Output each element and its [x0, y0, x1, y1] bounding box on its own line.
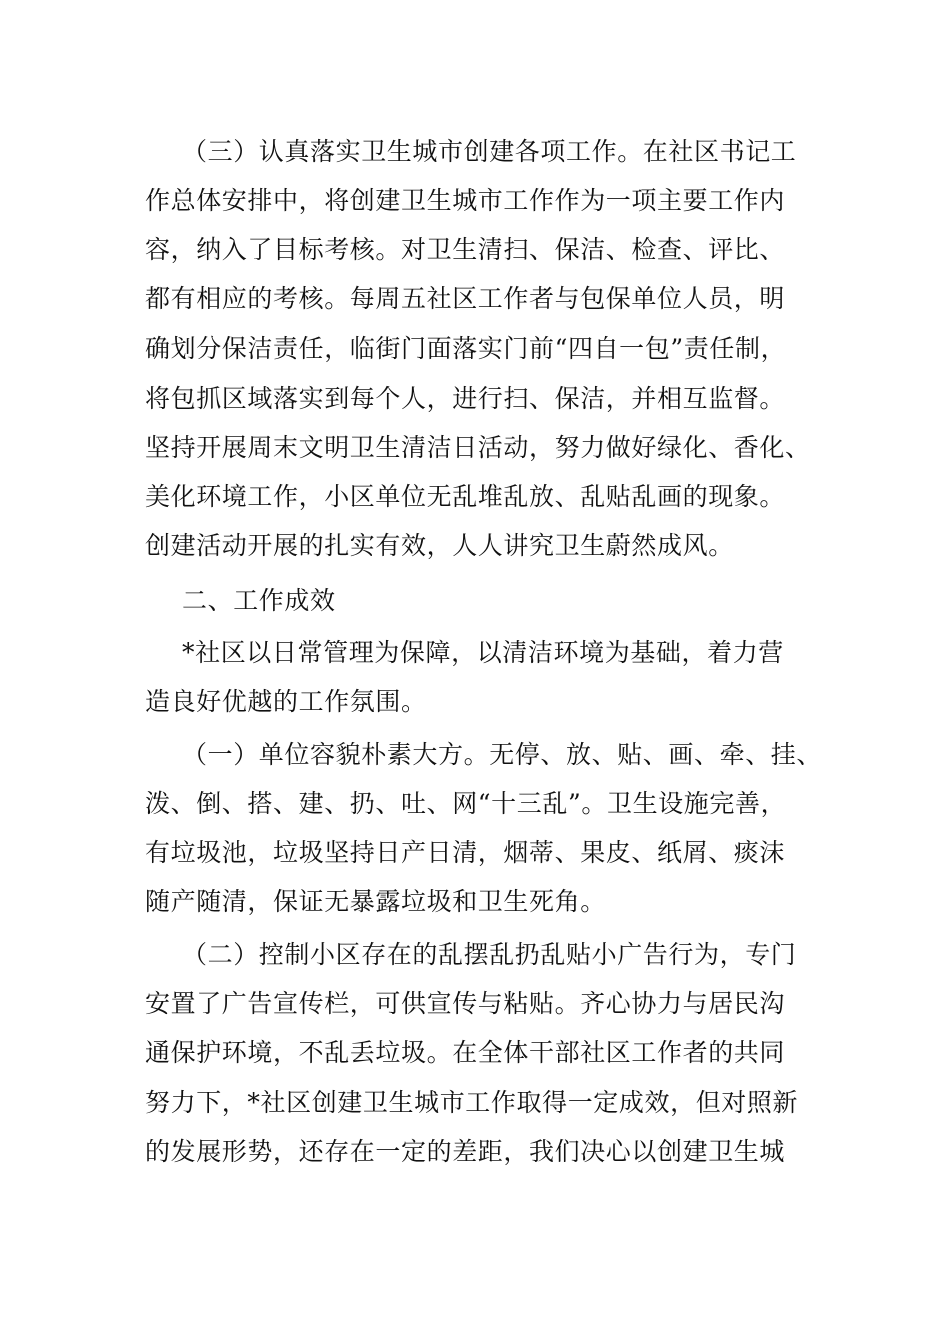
text-line: （一）单位容貌朴素大方。无停、放、贴、画、牵、挂、 — [182, 740, 823, 769]
section-heading: 二、工作成效 — [182, 586, 336, 615]
text-line: 安置了广告宣传栏，可供宣传与粘贴。齐心协力与居民沟 — [145, 989, 786, 1018]
text-line: 确划分保洁责任，临街门面落实门前“四自一包”责任制， — [145, 334, 787, 363]
text-line: 将包抓区域落实到每个人，进行扫、保洁，并相互监督。 — [145, 384, 786, 413]
text-line: 造良好优越的工作氛围。 — [145, 687, 427, 716]
text-line: 通保护环境，不乱丢垃圾。在全体干部社区工作者的共同 — [145, 1038, 786, 1067]
text-line: 美化环境工作，小区单位无乱堆乱放、乱贴乱画的现象。 — [145, 482, 786, 511]
text-line: 的发展形势，还存在一定的差距，我们决心以创建卫生城 — [145, 1137, 786, 1166]
text-line: 坚持开展周末文明卫生清洁日活动，努力做好绿化、香化、 — [145, 433, 811, 462]
text-line: （三）认真落实卫生城市创建各项工作。在社区书记工 — [182, 137, 797, 166]
text-line: *社区以日常管理为保障，以清洁环境为基础，着力营 — [182, 638, 784, 667]
text-line: 泼、倒、搭、建、扔、吐、网“十三乱”。卫生设施完善， — [145, 789, 787, 818]
text-line: 有垃圾池，垃圾坚持日产日清，烟蒂、果皮、纸屑、痰沫 — [145, 838, 786, 867]
text-line: 随产随清，保证无暴露垃圾和卫生死角。 — [145, 887, 606, 916]
text-line: 都有相应的考核。每周五社区工作者与包保单位人员，明 — [145, 284, 786, 313]
text-line: （二）控制小区存在的乱摆乱扔乱贴小广告行为，专门 — [182, 940, 797, 969]
text-line: 努力下，*社区创建卫生城市工作取得一定成效，但对照新 — [145, 1088, 799, 1117]
text-line: 作总体安排中，将创建卫生城市工作作为一项主要工作内 — [145, 186, 786, 215]
text-line: 创建活动开展的扎实有效，人人讲究卫生蔚然成风。 — [145, 531, 734, 560]
text-line: 容，纳入了目标考核。对卫生清扫、保洁、检查、评比、 — [145, 235, 786, 264]
